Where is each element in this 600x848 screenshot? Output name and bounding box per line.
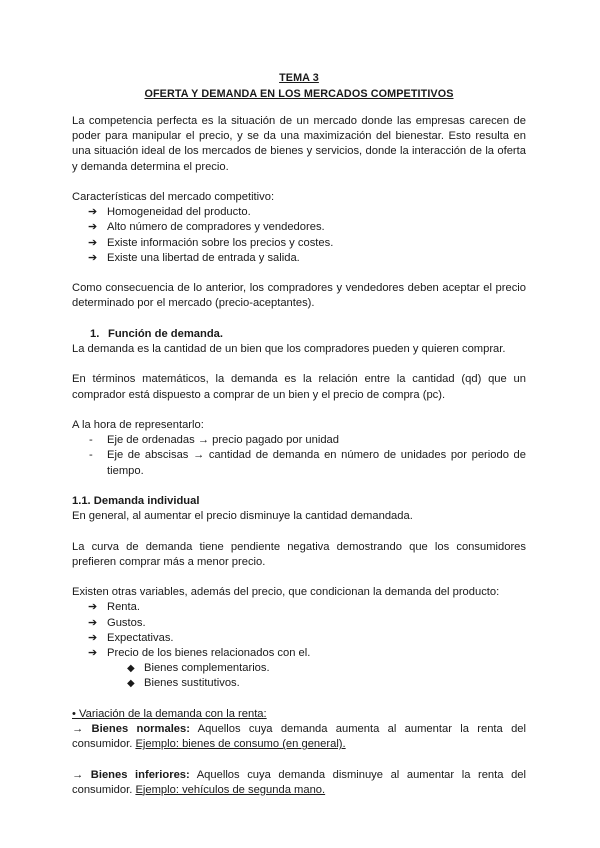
demand-definition: La demanda es la cantidad de un bien que los compradores pueden y quieren comprar. [72,343,506,355]
consequence-paragraph: Como consecuencia de lo anterior, los compradores y vendedores deben aceptar el precio determinado por el mercado (precio-aceptantes). [72,282,526,310]
arrow-icon: ➔ [88,206,98,219]
list-item: ➔ Existe información sobre los precios y costes. [72,236,526,251]
axes-list [72,433,526,479]
topic-number: TEMA 3 [279,72,319,84]
demand-curve-paragraph: La curva de demanda tiene pendiente negativa demostrando que los consumidores prefieren comprar más a menor precio. [72,540,526,568]
income-variation-heading: • Variación de la demanda con la renta: [72,707,267,720]
list-item: ➔ Expectativas. [72,631,526,646]
arrow-icon: ➔ [88,631,98,644]
related-goods-list [72,661,526,691]
topic-title: OFERTA Y DEMANDA EN LOS MERCADOS COMPETITIVOS [144,88,454,100]
intro-paragraph: La competencia perfecta es la situación de un mercado donde las empresas carecen de poder para manipular el precio, y se da una maximización del bienestar. Esto resulta en una situación ideal de los mercados de bienes y servicios, donde la interacción de la oferta y demanda determina el precio. [72,115,526,173]
section-1-heading: 1. Función de demanda. [90,327,223,340]
list-item: ➔ Gustos. [72,616,526,631]
arrow-icon: ➔ [88,616,98,629]
diamond-bullet-icon: ◆ [127,678,135,690]
variables-list [72,600,526,661]
demand-math-paragraph: En términos matemáticos, la demanda es la relación entre la cantidad (qd) que un comprador está dispuesto a comprar de un bien y el precio de compra (pc). [72,373,526,401]
list-item: - Eje de ordenadas → precio pagado por unidad [89,434,339,447]
list-item: ➔ Existe una libertad de entrada y salida. [72,251,526,266]
section-1-1-heading: 1.1. Demanda individual [72,494,200,507]
list-item: - Eje de abscisas → cantidad de demanda en número de unidades por periodo de tiempo. [89,449,526,477]
variables-heading: Existen otras variables, además del precio, que condicionan la demanda del producto: [72,586,500,599]
arrow-icon: ➔ [88,236,98,249]
arrow-icon: ➔ [88,646,98,659]
representation-heading: A la hora de representarlo: [72,418,204,431]
arrow-icon: ➔ [88,221,98,234]
inferior-goods-paragraph: → Bienes inferiores: Aquellos cuya demanda disminuye al aumentar la renta del consumidor. Ejemplo: vehículos de segunda mano. [72,768,526,796]
document-page [72,70,526,798]
normal-goods-paragraph: → Bienes normales: Aquellos cuya demanda aumenta al aumentar la renta del consumidor. Ejemplo: bienes de consumo (en general). [72,722,526,751]
characteristics-list [72,205,526,266]
list-item: ➔ Alto número de compradores y vendedores. [72,220,526,235]
arrow-icon: ➔ [88,251,98,264]
list-item: ➔ Renta. [72,600,526,615]
arrow-icon: ➔ [88,601,98,614]
list-item: ➔ Precio de los bienes relacionados con el. [72,646,526,661]
list-item: ➔ Homogeneidad del producto. [72,205,526,220]
diamond-bullet-icon: ◆ [127,663,135,675]
list-item: ◆ Bienes complementarios. [72,661,526,676]
individual-demand-paragraph: En general, al aumentar el precio disminuye la cantidad demandada. [72,510,413,523]
list-item: ◆ Bienes sustitutivos. [72,676,526,691]
characteristics-heading: Características del mercado competitivo: [72,191,275,203]
